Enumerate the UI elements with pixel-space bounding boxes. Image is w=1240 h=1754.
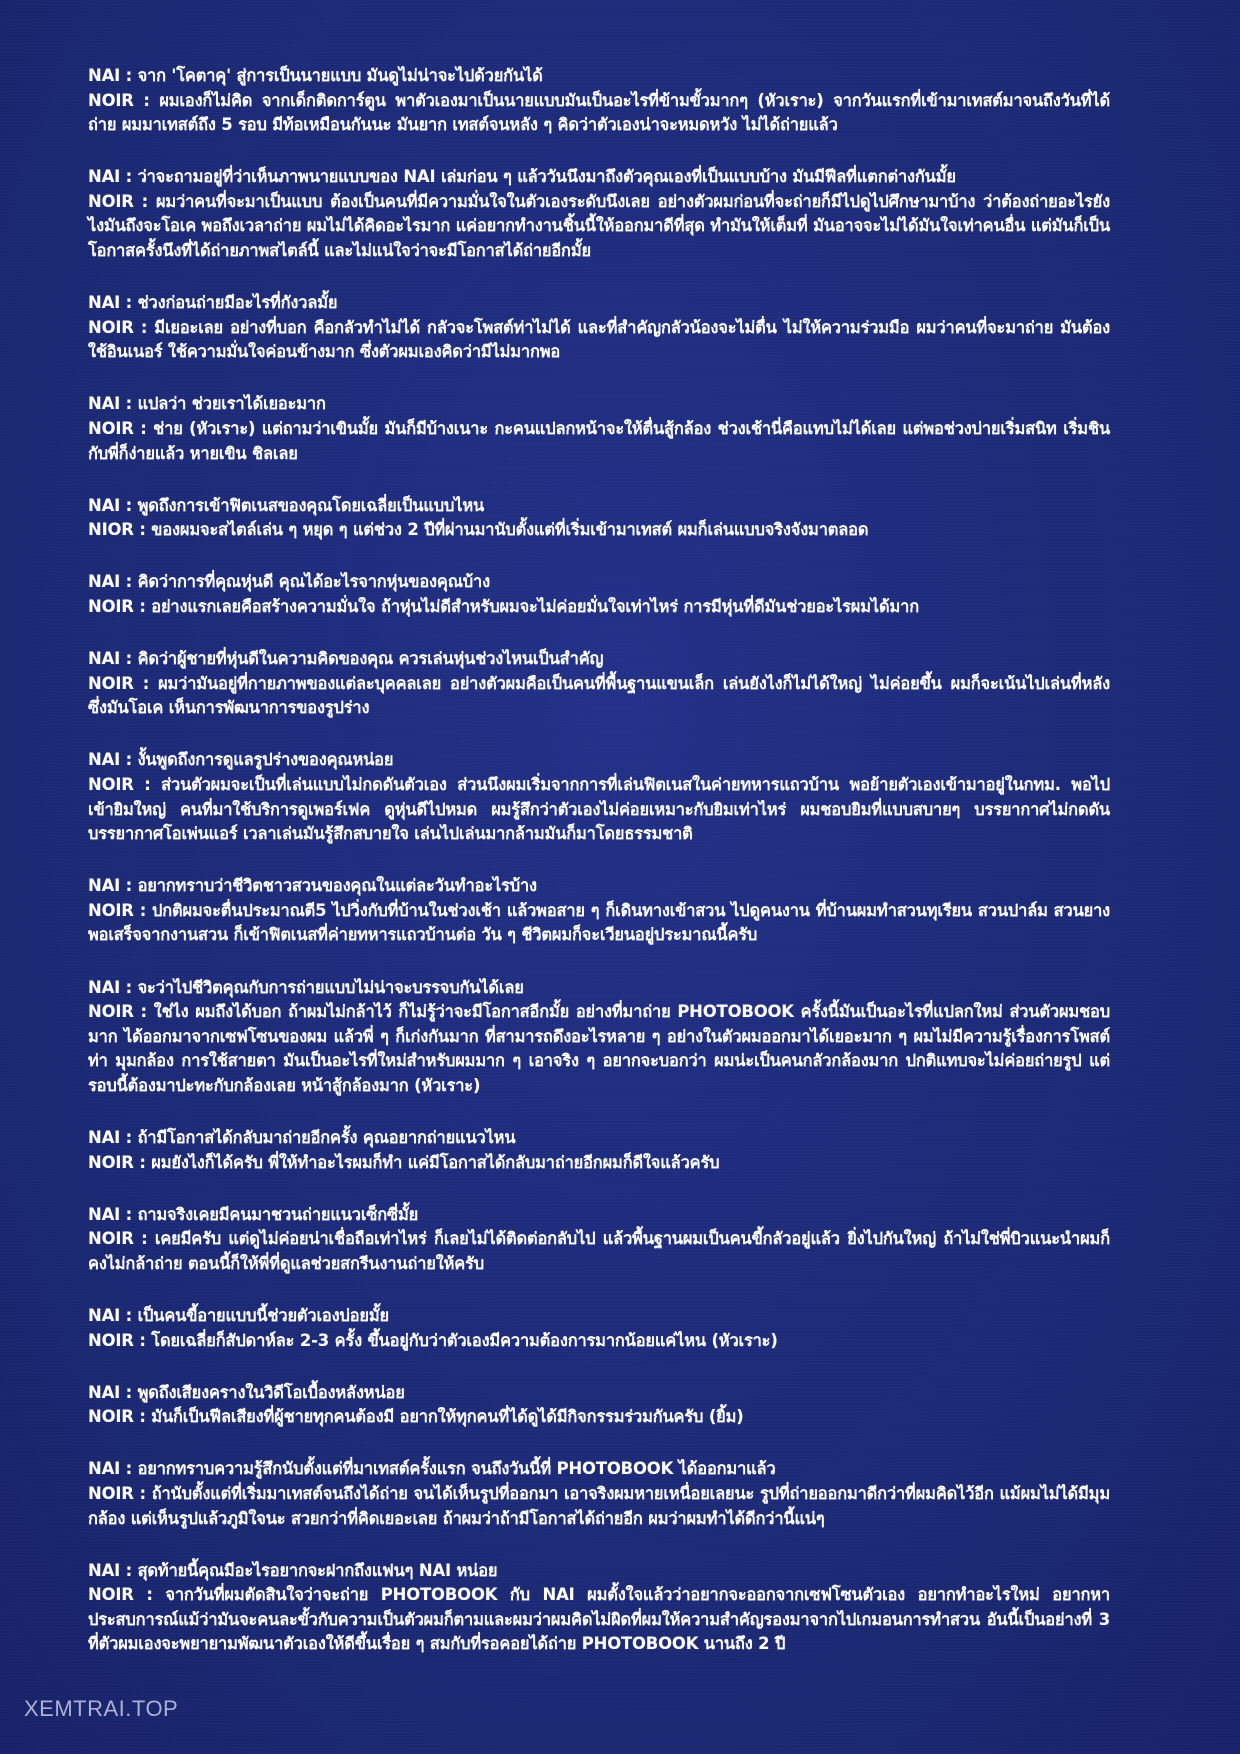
interview-text (88, 64, 1110, 1685)
qa-block (88, 392, 1110, 466)
question: NAI : งั้นพูดถึงการดูแลรูปร่างของคุณหน่อย (88, 750, 394, 770)
qa-block (88, 64, 1110, 138)
question: NAI : ถามจริงเคยมีคนมาชวนถ่ายแนวเซ็กซี่มั้ย (88, 1204, 419, 1224)
answer: NOIR : มันก็เป็นฟีลเสียงที่ผู้ชายทุกคนต้องมี อยากให้ทุกคนที่ได้ดูได้มีกิจกรรมร่วมกันครับ (ยิ้ม) (88, 1407, 744, 1427)
answer: NOIR : ถ้านับตั้งแต่ที่เริ่มมาเทสต์จนถึงได้ถ่าย จนได้เห็นรูปที่ออกมา เอาจริงผมหายเหนื่อยเลยนะ รูปที่ถ่ายออกมาดีกว่าที่ผมคิดไว้อีก แม้ผมไม่ได้มีมุมกล้อง แต่เห็นรูปแล้วภูมิใจนะ สวยกว่าที่คิดเยอะเลย ถ้าผมว่าถ้ามีโอกาสได้ถ่ายอีก ผมว่าผมทำได้ดีกว่านี้แน่ๆ (88, 1483, 1110, 1528)
question: NAI : อยากทราบว่าชีวิตชาวสวนของคุณในแต่ละวันทำอะไรบ้าง (88, 876, 537, 896)
question: NAI : คิดว่าการที่คุณหุ่นดี คุณได้อะไรจากหุ่นของคุณบ้าง (88, 572, 490, 592)
answer: NOIR : โดยเฉลี่ยก็สัปดาห์ละ 2-3 ครั้ง ขึ้นอยู่กับว่าตัวเองมีความต้องการมากน้อยแค่ไหน (หัวเราะ) (88, 1330, 778, 1350)
question: NAI : แปลว่า ช่วยเราได้เยอะมาก (88, 394, 326, 414)
qa-block (88, 494, 1110, 543)
answer: NOIR : ช่าย (หัวเราะ) แต่ถามว่าเขินมั้ย มันก็มีบ้างเนาะ กะคนแปลกหน้าจะให้ตื่นสู้กล้อง ช่วงเช้านี่คือแทบไม่ได้เลย แต่พอช่วงบ่ายเริ่มสนิท เริ่มชินกับพี่ก็ง่ายแล้ว หายเขิน ชิลเลย (88, 419, 1110, 463)
question: NAI : ถ้ามีโอกาสได้กลับมาถ่ายอีกครั้ง คุณอยากถ่ายแนวไหน (88, 1128, 516, 1147)
qa-block (88, 291, 1110, 365)
qa-block (88, 1126, 1110, 1175)
answer: NOIR : ใช่ไง ผมถึงได้บอก ถ้าผมไม่กล้าไว้ ก็ไม่รู้ว่าจะมีโอกาสอีกมั้ย อย่างที่มาถ่าย PHOTOBOOK ครั้งนี้มันเป็นอะไรที่แปลกใหม่ ส่วนตัวผมชอบมาก ได้ออกมาจากเซฟโซนของผม แล้วพี่ ๆ ก็เก่งกันมาก ที่สามารถดึงอะไรหลาย ๆ อย่างในตัวผมออกมาได้เยอะมาก ๆ ผมไม่มีความรู้เรื่องการโพสต์ท่า มุมกล้อง การใช้สายตา มันเป็นอะไรที่ใหม่สำหรับผมมาก ๆ เอาจริง ๆ อยากจะบอกว่า ผมน่ะเป็นคนกลัวกล้องมาก ปกติแทบจะไม่ค่อยถ่ายรูป แต่รอบนี้ต้องมาปะทะกับกล้องเลย หน้าสู้กล้องมาก (หัวเราะ) (88, 1002, 1110, 1095)
qa-block (88, 874, 1110, 948)
qa-block (88, 748, 1110, 846)
question: NAI : คิดว่าผู้ชายที่หุ่นดีในความคิดของคุณ ควรเล่นหุ่นช่วงไหนเป็นสำคัญ (88, 649, 604, 669)
answer: NOIR : มีเยอะเลย อย่างที่บอก คือกลัวทำไม่ได้ กลัวจะโพสต์ท่าไม่ได้ และที่สำคัญกลัวน้องจะไม่ตื่น ไม่ให้ความร่วมมือ ผมว่าคนที่จะมาถ่าย มันต้องใช้อินเนอร์ ใช้ความมั่นใจค่อนข้างมาก ซึ่งตัวผมเองคิดว่ามีไม่มากพอ (88, 317, 1110, 362)
question: NAI : ช่วงก่อนถ่ายมีอะไรที่กังวลมั้ย (88, 293, 338, 313)
answer: NOIR : ปกติผมจะตื่นประมาณตี5 ไปวิ่งกับที่บ้านในช่วงเช้า แล้วพอสาย ๆ ก็เดินทางเข้าสวน ไปดูคนงาน ที่บ้านผมทำสวนทุเรียน สวนปาล์ม สวนยาง พอเสร็จจากงานสวน ก็เข้าฟิตเนสที่ค่ายทหารแถวบ้านต่อ วัน ๆ ชีวิตผมก็จะเวียนอยู่ประมาณนี้ครับ (88, 900, 1110, 945)
question: NAI : จาก 'โคตาคุ' สู่การเป็นนายแบบ มันดูไม่น่าจะไปด้วยกันได้ (88, 66, 543, 85)
qa-block (88, 1457, 1110, 1531)
question: NAI : จะว่าไปชีวิตคุณกับการถ่ายแบบไม่น่าจะบรรจบกันได้เลย (88, 977, 524, 997)
answer: NOIR : ผมยังไงก็ได้ครับ พี่ให้ทำอะไรผมก็ทำ แค่มีโอกาสได้กลับมาถ่ายอีกผมก็ดีใจแล้วครับ (88, 1152, 720, 1172)
question: NAI : พูดถึงการเข้าฟิตเนสของคุณโดยเฉลี่ยเป็นแบบไหน (88, 495, 485, 515)
answer: NOIR : จากวันที่ผมตัดสินใจว่าจะถ่าย PHOTOBOOK กับ NAI ผมตั้งใจแล้วว่าอยากจะออกจากเซฟโซนตัวเอง อยากทำอะไรใหม่ อยากหาประสบการณ์แม้ว่ามันจะคนละขั้วกับความเป็นตัวผมก็ตามและผมว่าผมคิดไม่ผิดที่ผมให้ความสำคัญรองมาจากไปเกมอนการทำสวน อันนี้เป็นอย่างที่ 3 ที่ตัวผมเองจะพยายามพัฒนาตัวเองให้ดีขึ้นเรื่อย ๆ สมกับที่รอคอยได้ถ่าย PHOTOBOOK นานถึง 2 ปี (88, 1585, 1110, 1654)
qa-block (88, 1381, 1110, 1430)
site-watermark: XEMTRAI.TOP (24, 1696, 179, 1721)
answer: NOIR : ส่วนตัวผมจะเป็นที่เล่นแบบไม่กดดันตัวเอง ส่วนนึงผมเริ่มจากการที่เล่นฟิตเนสในค่ายทหารแถวบ้าน พอย้ายตัวเองเข้ามาอยู่ในกทม. พอไปเข้ายิมใหญ่ คนที่มาใช้บริการดูเพอร์เฟค ดูหุ่นดีไปหมด ผมรู้สึกว่าตัวเองไม่ค่อยเหมาะกับยิมเท่าไหร่ ผมชอบยิมที่แบบสบายๆ บรรยากาศไม่กดดัน บรรยากาศโอเพ่นแอร์ เวลาเล่นมันรู้สึกสบายใจ เล่นไปเล่นมากล้ามมันก็มาโดยธรรมชาติ (88, 774, 1110, 844)
answer: NIOR : ของผมจะสไตล์เล่น ๆ หยุด ๆ แต่ช่วง 2 ปีที่ผ่านมานับตั้งแต่ที่เริ่มเข้ามาเทสต์ ผมก็เล่นแบบจริงจังมาตลอด (88, 520, 869, 540)
qa-block (88, 570, 1110, 619)
answer: NOIR : เคยมีครับ แต่ดูไม่ค่อยน่าเชื่อถือเท่าไหร่ ก็เลยไม่ได้ติดต่อกลับไป แล้วพื้นฐานผมเป็นคนขี้กลัวอยู่แล้ว ยิ่งไปกันใหญ่ ถ้าไม่ใช่พี่บิวแนะนำผมก็คงไม่กล้าถ่าย ตอนนี้ก็ให้พี่ที่ดูแลช่วยสกรีนงานถ่ายให้ครับ (88, 1229, 1110, 1273)
qa-block (88, 1559, 1110, 1657)
question: NAI : เป็นคนขี้อายแบบนี้ช่วยตัวเองบ่อยมั้ย (88, 1305, 389, 1325)
question: NAI : พูดถึงเสียงครางในวิดีโอเบื้องหลังหน่อย (88, 1382, 405, 1402)
answer: NOIR : ผมเองก็ไม่คิด จากเด็กติดการ์ตูน พาตัวเองมาเป็นนายแบบมันเป็นอะไรที่ข้ามขั้วมากๆ (หัวเราะ) จากวันแรกที่เข้ามาเทสต์มาจนถึงวันที่ได้ถ่าย ผมมาเทสต์ถึง 5 รอบ มีท้อเหมือนกันนะ มันยาก เทสต์จนหลัง ๆ คิดว่าตัวเองน่าจะหมดหวัง ไม่ได้ถ่ายแล้ว (88, 90, 1110, 135)
qa-block (88, 165, 1110, 263)
qa-block (88, 647, 1110, 721)
answer: NOIR : อย่างแรกเลยคือสร้างความมั่นใจ ถ้าหุ่นไม่ดีสำหรับผมจะไม่ค่อยมั่นใจเท่าไหร่ การมีหุ่นที่ดีมันช่วยอะไรผมได้มาก (88, 597, 919, 616)
question: NAI : สุดท้ายนี้คุณมีอะไรอยากจะฝากถึงแฟนๆ NAI หน่อย (88, 1560, 498, 1580)
answer: NOIR : ผมว่ามันอยู่ที่กายภาพของแต่ละบุคคลเลย อย่างตัวผมคือเป็นคนที่พื้นฐานแขนเล็ก เล่นยังไงก็ไม่ได้ใหญ่ ไม่ค่อยขึ้น ผมก็จะเน้นไปเล่นที่หลัง ซึ่งมันโอเค เห็นการพัฒนาการของรูปร่าง (88, 673, 1110, 718)
qa-block (88, 976, 1110, 1099)
qa-block (88, 1203, 1110, 1277)
question: NAI : ว่าจะถามอยู่ที่ว่าเห็นภาพนายแบบของ NAI เล่มก่อน ๆ แล้ววันนึงมาถึงตัวคุณเองที่เป็นแบบบ้าง มันมีฟีลที่แตกต่างกันมั้ย (88, 167, 956, 187)
answer: NOIR : ผมว่าคนที่จะมาเป็นแบบ ต้องเป็นคนที่มีความมั่นใจในตัวเองระดับนึงเลย อย่างตัวผมก่อนที่จะถ่ายก็มีไปดูไปศึกษามาบ้าง ว่าต้องถ่ายอะไรยังไงมันถึงจะโอเค พอถึงเวลาถ่าย ผมไม่ได้คิดอะไรมาก แค่อยากทำงานชิ้นนี้ให้ออกมาดีที่สุด ทำมันให้เต็มที่ มันอาจจะไม่ได้มันใจเท่าคนอื่น แต่มันก็เป็นโอกาสครั้งนึงที่ได้ถ่ายภาพสไตล์นี้ และไม่แน่ใจว่าจะมีโอกาสได้ถ่ายอีกมั้ย (88, 191, 1110, 261)
qa-block (88, 1304, 1110, 1353)
question: NAI : อยากทราบความรู้สึกนับตั้งแต่ที่มาเทสต์ครั้งแรก จนถึงวันนี้ที่ PHOTOBOOK ได้ออกมาแล้ว (88, 1459, 776, 1479)
